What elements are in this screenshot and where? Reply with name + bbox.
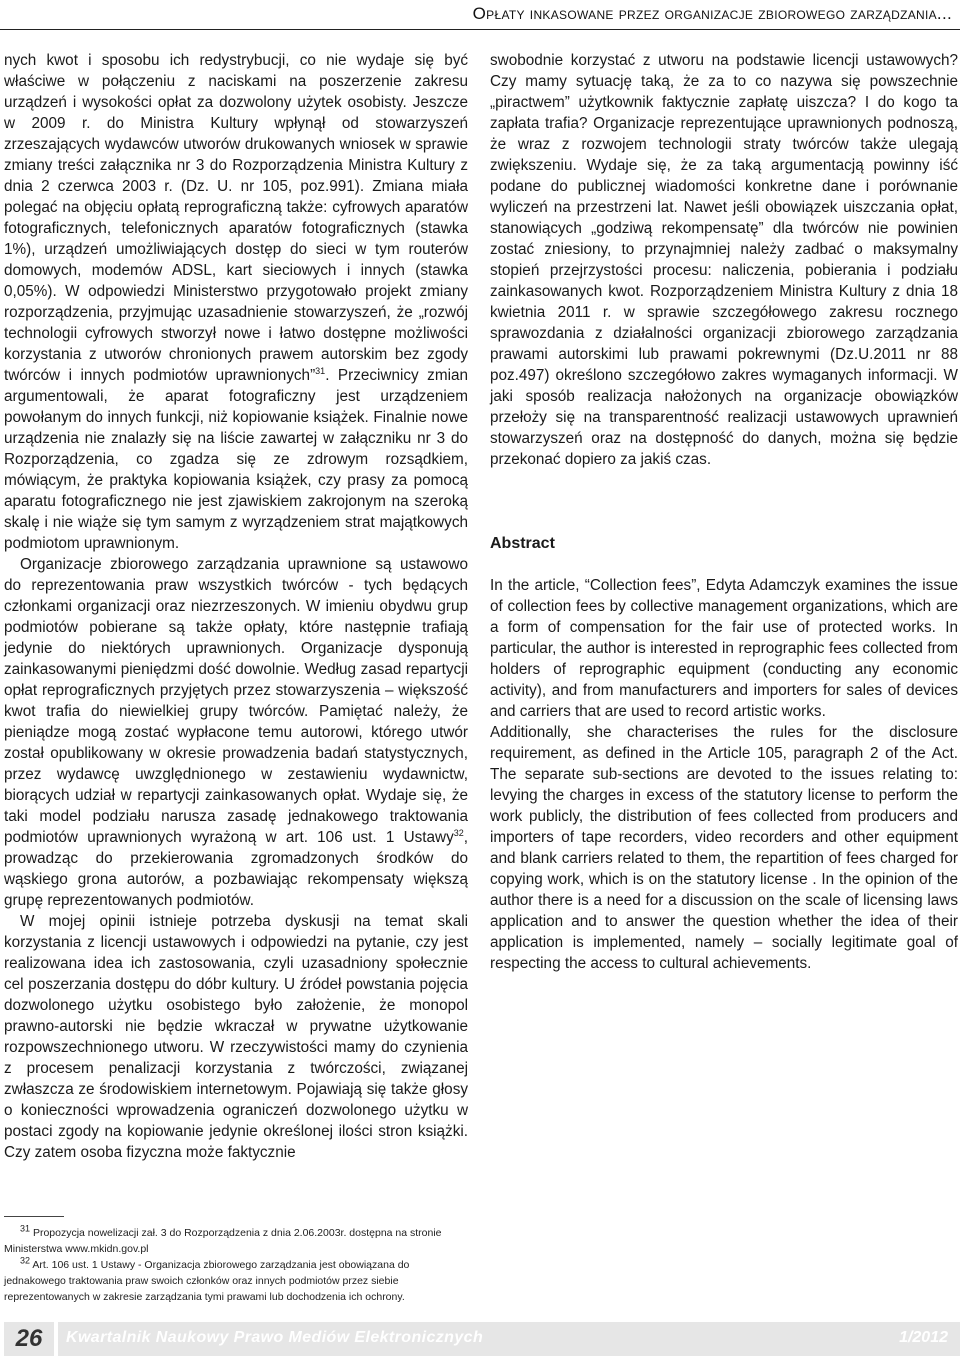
footnote-ref[interactable]: 31: [315, 365, 326, 376]
footnote: [4, 1225, 468, 1257]
abstract-heading: Abstract: [490, 535, 555, 552]
abstract-paragraph: Additionally, she characterises the rules for the disclosure requirement, as defined in the Article 105, paragraph 2 of the Act. The separate sub-sections are devoted to the issues relating to: levying the charges in excess of the statutory license to perform the work publicly, the distribution of fees collected from producers and importers of tape recorders, video recorders and other equipment and blank carriers related to them, the repartition of fees charged for copying work, which is on the statutory license . In the opinion of the author there is a need for a discussion on the scale of licensing laws application and to answer the question whether the idea of their application is implemented, namely – socially legitimate goal of respecting the access to cultural achievements.: [490, 724, 958, 972]
running-head: [0, 0, 960, 36]
footnote: [4, 1257, 468, 1305]
paragraph-text: . Przeciwnicy zmian argumentowali, że aparat fotograficzny jest urządzeniem powołanym do innych funkcji, niż kopiowanie książek. Finalnie nowe urządzenia nie znalazły się na liście zawartej w załączniku nr 3 do Rozporządzenia, co zgadza się ze zdrowym rozsądkiem, mówiącym, że praktyka kopiowania książek, czy prasy za pomocą aparatu fotograficznego nie jest zjawiskiem zakrojonym na szeroką skalę i nie wiąże się tym samym z wyrządzeniem strat majątkowych podmiotom uprawnionym.: [4, 367, 468, 552]
footnote-ref[interactable]: 32: [453, 827, 464, 838]
spacer: [490, 554, 958, 575]
issue-number: 1/2012: [899, 1329, 948, 1346]
paragraph: [4, 50, 468, 554]
footnote-rule: [4, 1216, 64, 1217]
paragraph-text: Organizacje zbiorowego zarządzania uprawnione są ustawowo do reprezentowania praw wszystkich twórców - tych będących członkami organizacji oraz niezrzeszonych. W imieniu obydwu grup podmiotów pobierane są także opłaty, które następnie trafiają jedynie do niektórych uprawnionych. Organizacje dysponują zainkasowanymi pieniędzmi dość dowolnie. Według zasad repartycji opłat reprograficznych przyjętych przez stowarzyszenia – większość kwot trafia do niewielkiej grupy twórców. Pamiętać należy, że pieniądze mogą zostać wypłacone temu autorowi, którego utwór został opublikowany w okresie prowadzenia badań statystycznych, przez wydawcę uwzględnionego w zestawieniu wydawnictw, biorących udział w repartycji zainkasowanych opłat. Wydaje się, że taki model podziału narusza zasadę jednakowego traktowania podmiotów uprawnionych wyrażoną w art. 106 ust. 1 Ustawy: [4, 556, 468, 846]
paragraph: swobodnie korzystać z utworu na podstawie licencji ustawowych? Czy mamy sytuację taką, że za to co nazywa się powszechnie „piractwem” użytkownik faktycznie zapłatę uiszcza? I do kogo ta zapłata trafia? Organizacje reprezentujące uprawnionych podnoszą, że wraz z rozwojem technologii straty twórców także ulegają zwiększeniu. Wydaje się, że za taką argumentacją powinny iść podane do publicznej wiadomości konkretne dane i porównanie wyliczeń na przestrzeni lat. Nawet jeśli obowiązek uiszczania opłat, stanowiących „godziwą rekompensatę” dla twórców nie powinien zostać zniesiony, to przynajmniej należy zadbać o maksymalny stopień przejrzystości procesu: naliczenia, pobierania i podziału zainkasowanych kwot. Rozporządzeniem Ministra Kultury z dnia 18 kwietnia 2011 r. w sprawie szczegółowego zakresu rocznego sprawozdania z działalności organizacji zbiorowego zarządzania prawami autorskimi lub prawami pokrewnymi (Dz.U.2011 nr 88 poz.497) określono szczegółowo zakres wymaganych informacji. W jaki sposób realizacja nałożonych na organizacje obowiązków przełoży się na transparentność realizacji ustawowych uprawnień stowarzyszeń oraz na dostępność do danych, można się będzie przekonać dopiero za jakiś czas.: [490, 52, 958, 468]
footnote-number: 32: [20, 1255, 31, 1266]
abstract-paragraph: In the article, “Collection fees”, Edyta Adamczyk examines the issue of collection fees by collective management organizations, which are a form of compensation for the fair use of protected works. In particular, the author is interested in reprographic fees collected from holders of reprographic equipment (conducting any economic activity), and from manufacturers and importers for sales of devices and carriers that are used to record artistic works.: [490, 577, 958, 720]
footnote-number: 31: [20, 1223, 31, 1234]
footnotes: [4, 1225, 468, 1305]
footnote-text: Art. 106 ust. 1 Ustawy - Organizacja zbiorowego zarządzania jest obowiązana do jednakowego traktowania praw swoich członków oraz innych podmiotów przez siebie reprezentowanych w zakresie zarządzania tymi prawami lub dochodzenia ich ochrony.: [4, 1259, 410, 1303]
paragraph-text: nych kwot i sposobu ich redystrybucji, co nie wydaje się być właściwe w połączeniu z naciskami na poszerzenie zakresu urządzeń i wysokości opłat za dozwolony użytek osobisty. Jeszcze w 2009 r. do Ministra Kultury wpłynął od stowarzyszeń zrzeszających wydawców utworów drukowanych wniosek w sprawie zmiany treści załącznika nr 3 do Rozporządzenia Ministra Kultury z dnia 2 czerwca 2003 r. (Dz. U. nr 105, poz.991). Zmiana miała polegać na objęciu opłatą reprograficzną także: cyfrowych aparatów fotograficznych, telefonicznych aparatów fotograficznych (stawka 1%), urządzeń umożliwiających dostęp do sieci w tym routerów domowych, modemów ADSL, kart sieciowych i innych (stawka 0,05%). W odpowiedzi Ministerstwo przygotowało projekt zmiany rozporządzenia, przyjmując uzasadnienie stowarzyszeń, że „rozwój technologii cyfrowych stworzył nowe i łatwo dostępne możliwości korzystania z utworów chronionych prawem autorskim bez zgody twórców i innych podmiotów uprawnionych”: [4, 52, 468, 384]
right-column: [490, 50, 958, 974]
page-footer: [0, 1322, 960, 1358]
paragraph-text: , prowadząc do przekierowania zgromadzonych środków do wąskiego grona autorów, a pozbawiając rekompensaty większą grupę reprezentowanych podmiotów.: [4, 829, 468, 909]
journal-name: Kwartalnik Naukowy Prawo Mediów Elektronicznych: [66, 1329, 484, 1346]
spacer: [490, 470, 958, 533]
paragraph: [4, 554, 468, 911]
page-number: 26: [4, 1322, 54, 1356]
left-column: [4, 50, 468, 1163]
running-title: Opłaty inkasowane przez organizacje zbiorowego zarządzania...: [472, 4, 952, 23]
footnote-text: Propozycja nowelizacji zał. 3 do Rozporządzenia z dnia 2.06.2003r. dostępna na stronie Ministerstwa www.mkidn.gov.pl: [4, 1227, 442, 1255]
paragraph: W mojej opinii istnieje potrzeba dyskusji na temat skali korzystania z licencji ustawowych i odpowiedzi na pytanie, czy jest realizowana idea ich zastosowania, czyli uzasadniony społecznie cel poszerzania dostępu do dóbr kultury. U źródeł powstania pojęcia dozwolonego użytku osobistego było założenie, że monopol prawno-autorski nie będzie wkraczał w prywatne użytkowanie rozpowszechnionego utworu. W rzeczywistości mamy do czynienia z procesem penalizacji korzystania z twórczości, związanej zwłaszcza ze środowiskiem internetowym. Pojawiają się także głosy o konieczności wprowadzenia ograniczeń dozwolonego użytku w postaci zgody na kopiowanie jedynie określonej ilości stron książki. Czy zatem osoba fizyczna może faktycznie: [4, 913, 468, 1161]
header-rule: [0, 29, 960, 30]
